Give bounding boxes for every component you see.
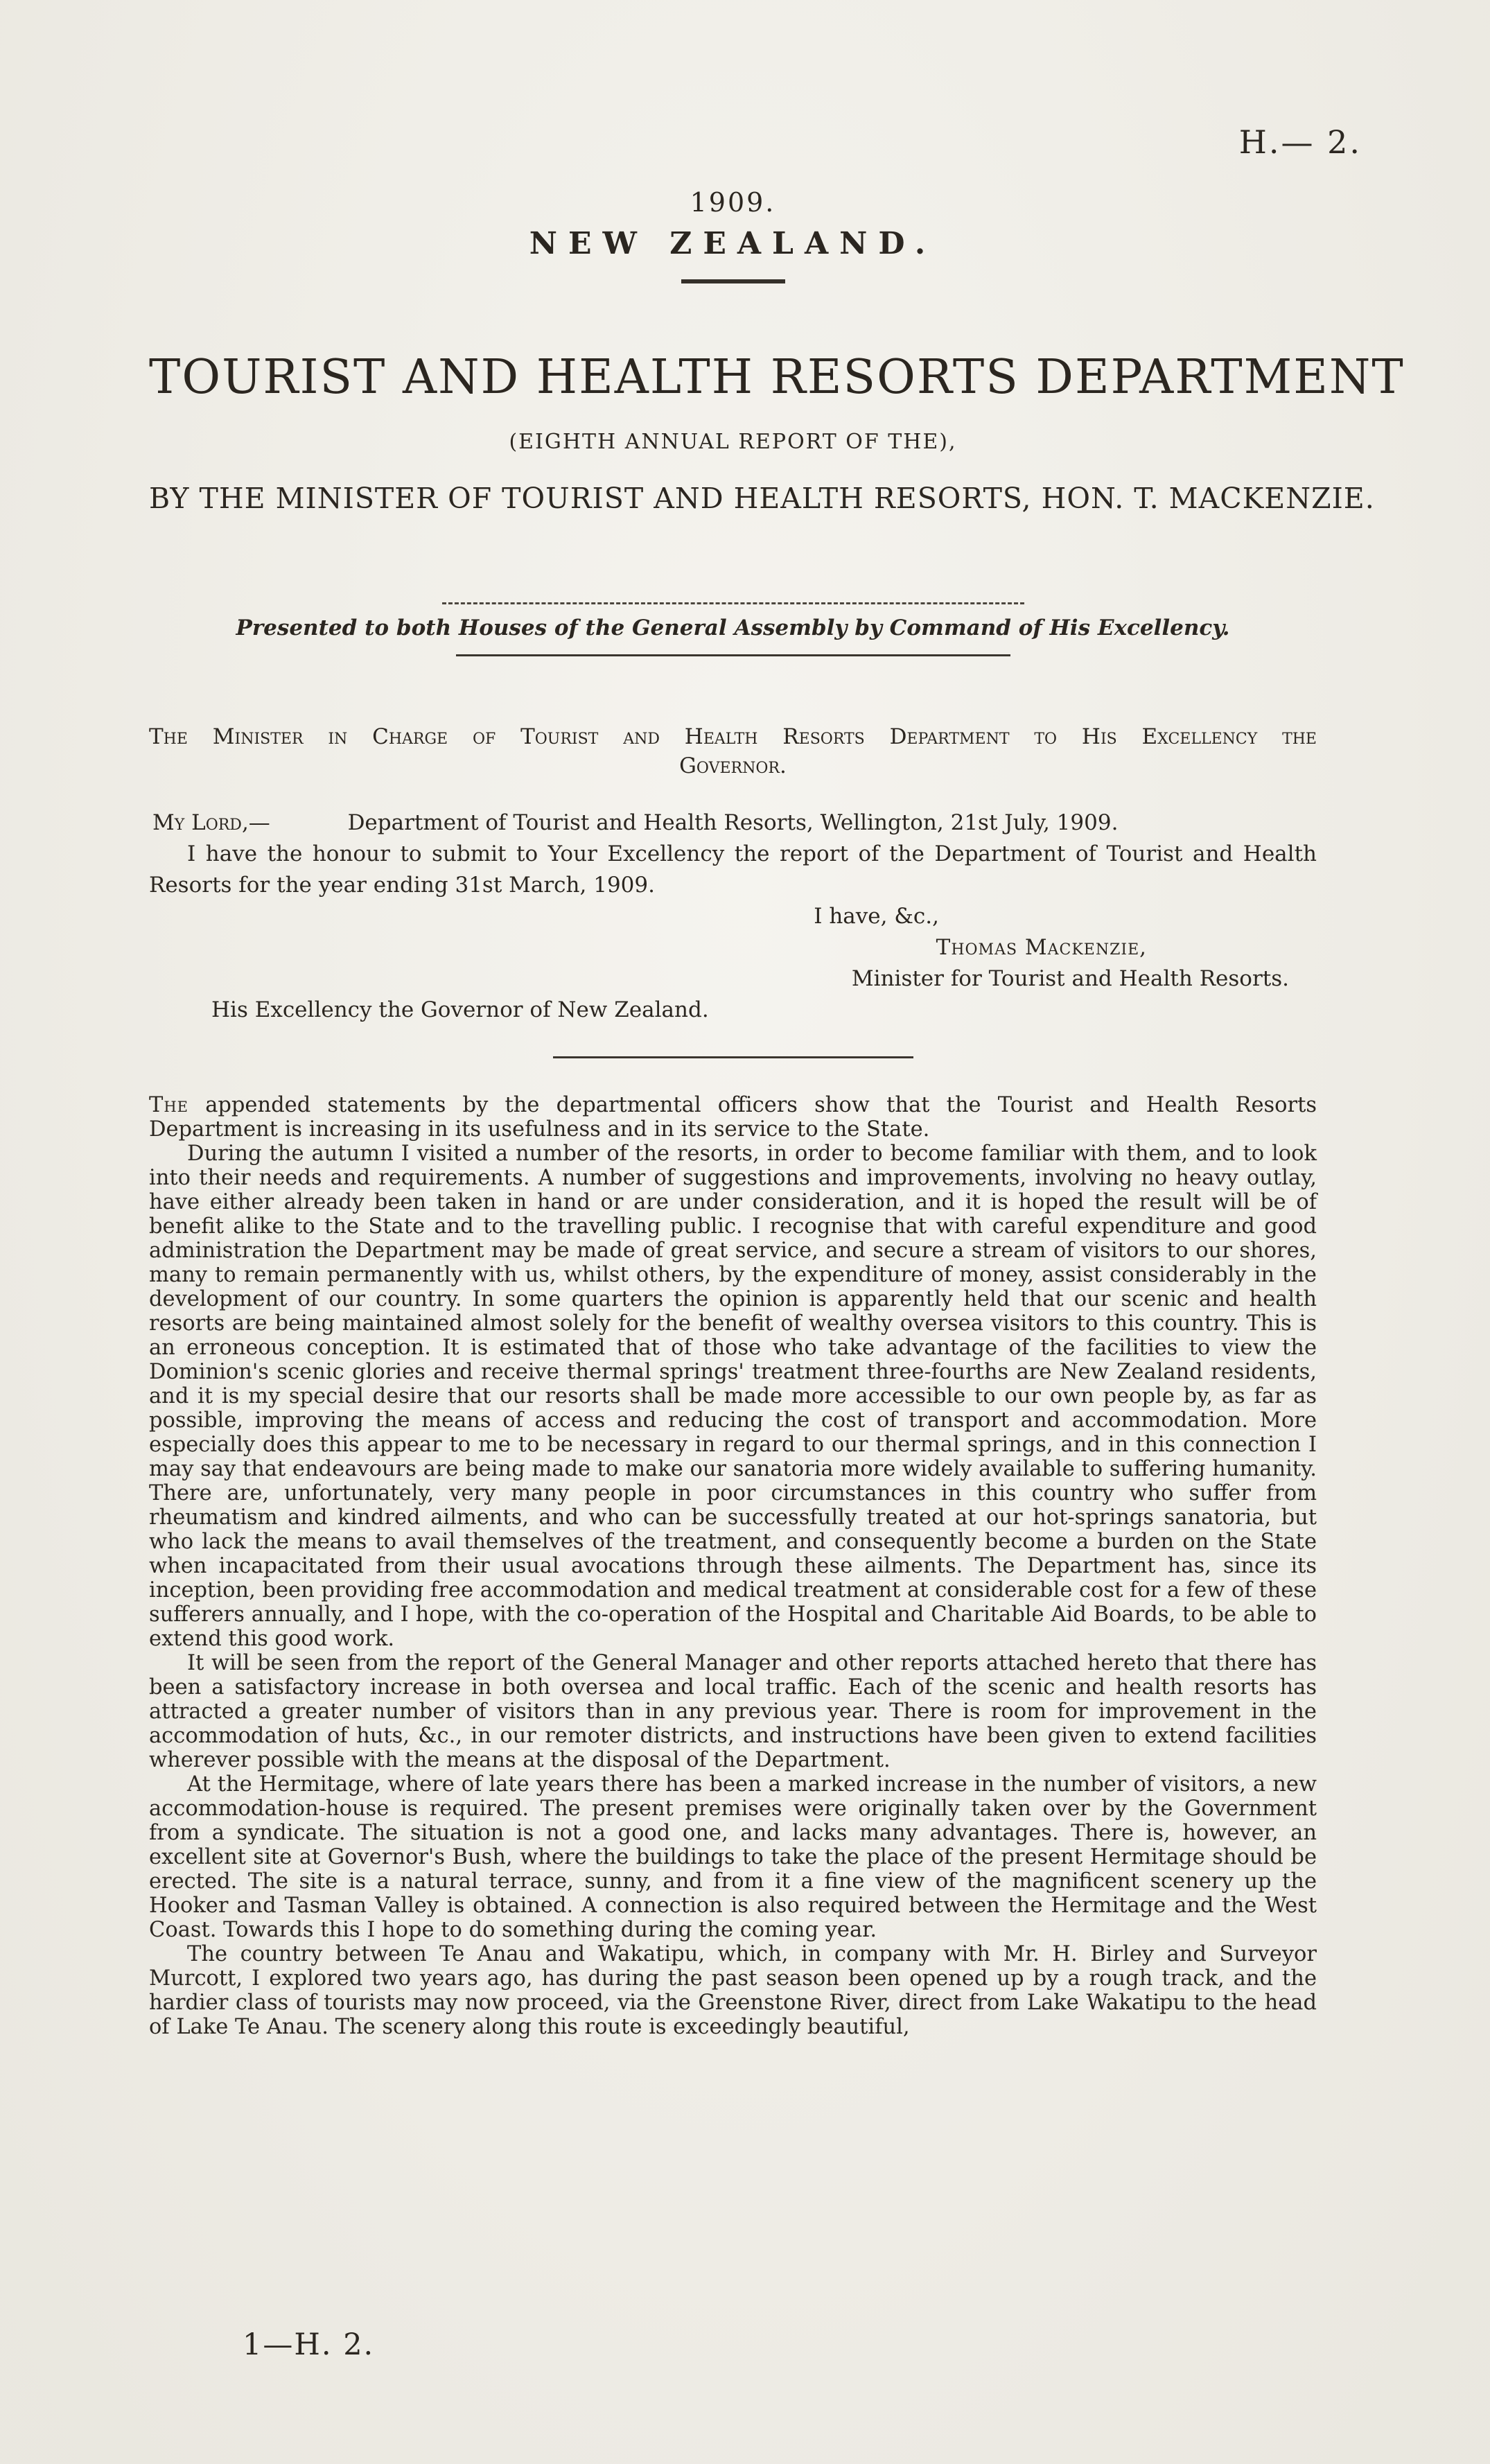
country-heading: NEW ZEALAND.	[529, 226, 937, 261]
report-year: 1909.	[690, 187, 776, 218]
report-title: TOURIST AND HEALTH RESORTS DEPARTMENT	[149, 350, 1405, 405]
rule-under-country	[681, 279, 785, 283]
letter-greeting: My Lord,—	[152, 810, 270, 835]
paragraph-5: The country between Te Anau and Wakatipu, which, in company with Mr. H. Birley and Surveyor Murcott, I explored two years ago, has during the past season been opened up by a rough track, and the hardier class of tourists may now proceed, via the Greenstone River, direct from Lake Wakatipu to the head of Lake Te Anau. The scenery along this route is exceedingly beautiful,	[149, 1942, 1317, 2039]
letter-signature-role: Minister for Tourist and Health Resorts.	[851, 966, 1289, 991]
paragraph-lead-word: The	[149, 1093, 189, 1117]
salutation-line-2: Governor.	[679, 753, 787, 778]
letter-salutation	[149, 724, 1317, 778]
divider-before-body	[553, 1056, 913, 1058]
salutation-line-1: The Minister in Charge of Tourist and Health Resorts Department to His Excellency the	[149, 724, 1317, 749]
letter-closing: I have, &c.,	[814, 904, 939, 929]
transmittal-letter	[149, 807, 1317, 1026]
page-footer-signature: 1—H. 2.	[243, 2327, 375, 2362]
paragraph-1	[149, 1093, 1317, 1142]
report-byline: BY THE MINISTER OF TOURIST AND HEALTH RESORTS, HON. T. MACKENZIE.	[149, 482, 1375, 515]
paragraph-3: It will be seen from the report of the General Manager and other reports attached hereto that there has been a satisfactory increase in both oversea and local traffic. Each of the scenic and health resorts has attracted a greater number of visitors than in any previous year. There is room for improvement in the accommodation of huts, &c., in our remoter districts, and instructions have been given to extend facilities wherever possible with the means at the disposal of the Department.	[149, 1651, 1317, 1772]
paragraph-4: At the Hermitage, where of late years there has been a marked increase in the number of visitors, a new accommodation-house is required. The present premises were originally taken over by the Government from a syndicate. The situation is not a good one, and lacks many advantages. There is, however, an excellent site at Governor's Bush, where the buildings to take the place of the present Hermitage should be erected. The site is a natural terrace, sunny, and from it a fine view of the magnificent scenery up the Hooker and Tasman Valley is obtained. A connection is also required between the Hermitage and the West Coast. Towards this I hope to do something during the coming year.	[149, 1772, 1317, 1942]
letter-body: I have the honour to submit to Your Excellency the report of the Department of Tourist and Health Resorts for the year ending 31st March, 1909.	[149, 841, 1317, 898]
page-reference: H.— 2.	[1238, 123, 1362, 161]
letter-dateline: Department of Tourist and Health Resorts, Wellington, 21st July, 1909.	[347, 810, 1119, 835]
letter-signature: Thomas Mackenzie,	[936, 935, 1147, 960]
presentation-note: Presented to both Houses of the General Assembly by Command of His Excellency.	[236, 615, 1230, 640]
divider-under-presentation	[456, 654, 1010, 656]
letter-addressee: His Excellency the Governor of New Zealand.	[211, 997, 709, 1022]
report-body	[149, 1093, 1317, 2039]
report-subtitle: (EIGHTH ANNUAL REPORT OF THE),	[509, 430, 957, 454]
letter-head	[149, 807, 1317, 839]
dashed-divider	[442, 602, 1024, 604]
paragraph-1-text: appended statements by the departmental officers show that the Tourist and Health Resorts Department is increasing in its usefulness and in its service to the State.	[149, 1093, 1317, 1142]
paragraph-2: During the autumn I visited a number of the resorts, in order to become familiar with them, and to look into their needs and requirements. A number of suggestions and improvements, involving no heavy outlay, have either already been taken in hand or are under consideration, and it is hoped the result will be of benefit alike to the State and to the travelling public. I recognise that with careful expenditure and good administration the Department may be made of great service, and secure a stream of visitors to our shores, many to remain permanently with us, whilst others, by the expenditure of money, assist considerably in the development of our country. In some quarters the opinion is apparently held that our scenic and health resorts are being maintained almost solely for the benefit of wealthy oversea visitors to this country. This is an erroneous conception. It is estimated that of those who take advantage of the facilities to view the Dominion's scenic glories and receive thermal springs' treatment three-fourths are New Zealand residents, and it is my special desire that our resorts shall be made more accessible to our own people by, as far as possible, improving the means of access and reducing the cost of transport and accommodation. More especially does this appear to me to be necessary in regard to our thermal springs, and in this connection I may say that endeavours are being made to make our sanatoria more widely available to suffering humanity. There are, unfortunately, very many people in poor circumstances in this country who suffer from rheumatism and kindred ailments, and who can be successfully treated at our hot-springs sanatoria, but who lack the means to avail themselves of the treatment, and consequently become a burden on the State when incapacitated from their usual avocations through these ailments. The Department has, since its inception, been providing free accommodation and medical treatment at considerable cost for a few of these sufferers annually, and I hope, with the co-operation of the Hospital and Charitable Aid Boards, to be able to extend this good work.	[149, 1142, 1317, 1651]
